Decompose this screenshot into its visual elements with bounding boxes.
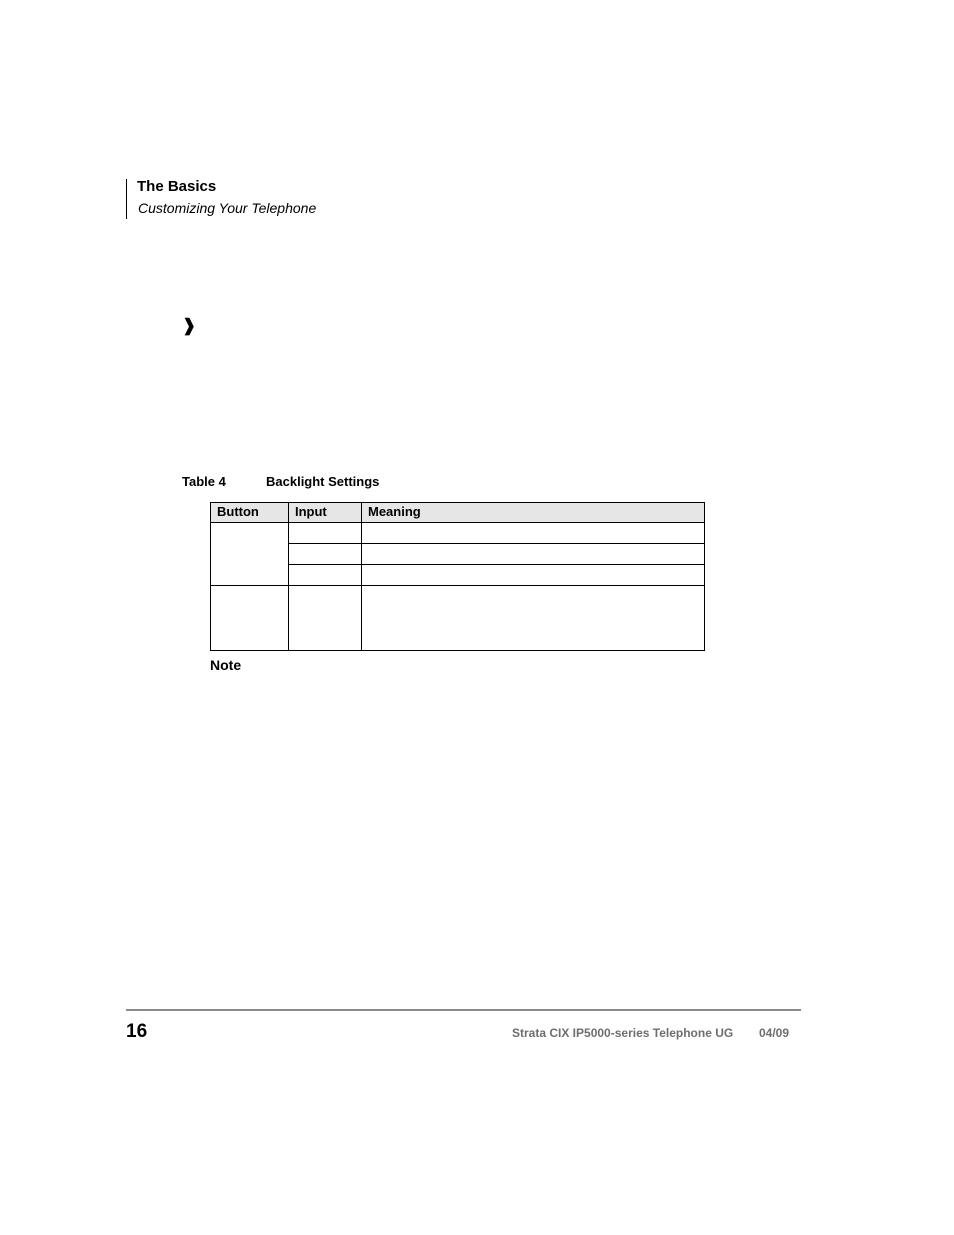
table-cell-meaning [362,544,705,565]
table-cell-meaning [362,523,705,544]
footer-rule [126,1009,801,1011]
table-cell-button [211,523,289,586]
table-row [211,523,705,544]
page-number: 16 [126,1021,148,1042]
backlight-settings-table [210,502,705,651]
chapter-title: The Basics [137,178,217,195]
table-caption-title: Backlight Settings [266,474,380,489]
step-bullet-icon: ❱ [182,316,197,335]
column-header-button: Button [211,503,289,523]
section-subtitle: Customizing Your Telephone [138,200,317,216]
table-row [211,586,705,651]
table-cell-meaning [362,586,705,651]
footer-doc-date: 04/09 [759,1026,790,1040]
table-cell-input [289,523,362,544]
footer-doc-title: Strata CIX IP5000-series Telephone UG [512,1026,734,1040]
note-label: Note [210,657,242,673]
header-rule [126,179,127,219]
column-header-input: Input [289,503,362,523]
column-header-meaning: Meaning [362,503,705,523]
table-cell-input [289,565,362,586]
table-cell-input [289,586,362,651]
table-cell-input [289,544,362,565]
table-cell-button [211,586,289,651]
table-caption-number: Table 4 [182,474,226,489]
table-cell-meaning [362,565,705,586]
table-header-row [211,503,705,523]
